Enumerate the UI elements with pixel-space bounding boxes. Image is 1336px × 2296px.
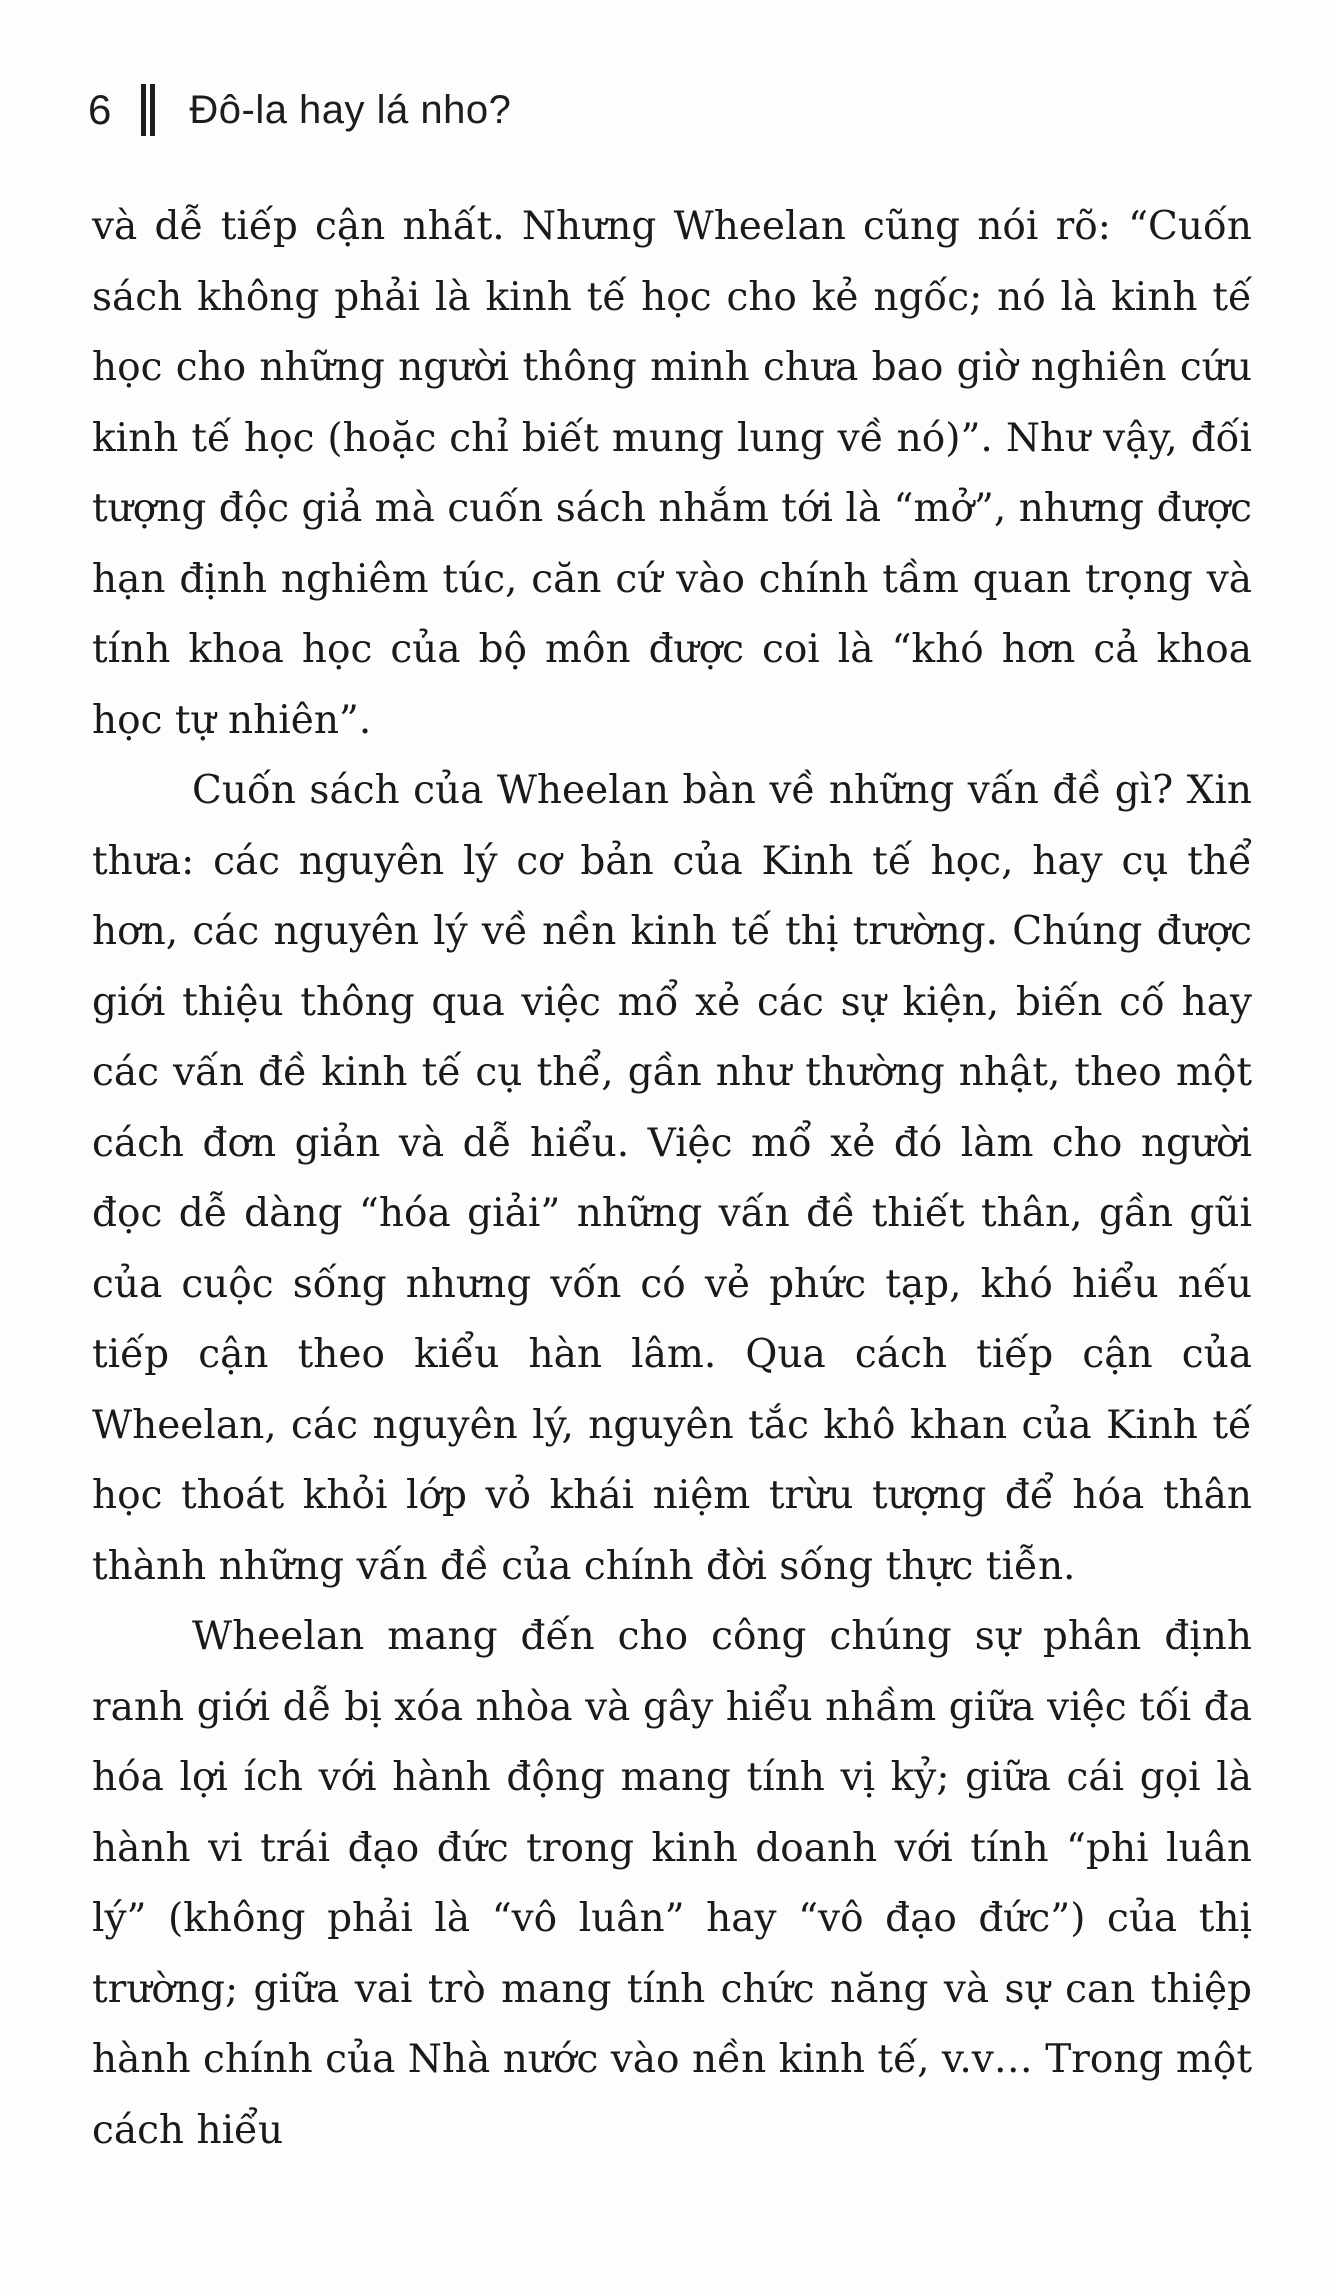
running-header <box>88 80 511 140</box>
header-double-rule <box>141 84 155 136</box>
book-title: Đô-la hay lá nho? <box>189 87 512 132</box>
body-text <box>92 192 1252 2166</box>
paragraph: Cuốn sách của Wheelan bàn về những vấn đề gì? Xin thưa: các nguyên lý cơ bản của Kinh tế học, hay cụ thể hơn, các nguyên lý về nền kinh tế thị trường. Chúng được giới thiệu thông qua việc mổ xẻ các sự kiện, biến cố hay các vấn đề kinh tế cụ thể, gần như thường nhật, theo một cách đơn giản và dễ hiểu. Việc mổ xẻ đó làm cho người đọc dễ dàng “hóa giải” những vấn đề thiết thân, gần gũi của cuộc sống nhưng vốn có vẻ phức tạp, khó hiểu nếu tiếp cận theo kiểu hàn lâm. Qua cách tiếp cận của Wheelan, các nguyên lý, nguyên tắc khô khan của Kinh tế học thoát khỏi lớp vỏ khái niệm trừu tượng để hóa thân thành những vấn đề của chính đời sống thực tiễn. <box>92 768 1252 1589</box>
paragraph-continued: và dễ tiếp cận nhất. Nhưng Wheelan cũng nói rõ: “Cuốn sách không phải là kinh tế học cho kẻ ngốc; nó là kinh tế học cho những người thông minh chưa bao giờ nghiên cứu kinh tế học (hoặc chỉ biết mung lung về nó)”. Như vậy, đối tượng độc giả mà cuốn sách nhắm tới là “mở”, nhưng được hạn định nghiêm túc, căn cứ vào chính tầm quan trọng và tính khoa học của bộ môn được coi là “khó hơn cả khoa học tự nhiên”. <box>92 204 1252 743</box>
paragraph: Wheelan mang đến cho công chúng sự phân định ranh giới dễ bị xóa nhòa và gây hiểu nhầm giữa việc tối đa hóa lợi ích với hành động mang tính vị kỷ; giữa cái gọi là hành vi trái đạo đức trong kinh doanh với tính “phi luân lý” (không phải là “vô luân” hay “vô đạo đức”) của thị trường; giữa vai trò mang tính chức năng và sự can thiệp hành chính của Nhà nước vào nền kinh tế, v.v… Trong một cách hiểu <box>92 1614 1252 2153</box>
page-number: 6 <box>88 86 112 133</box>
